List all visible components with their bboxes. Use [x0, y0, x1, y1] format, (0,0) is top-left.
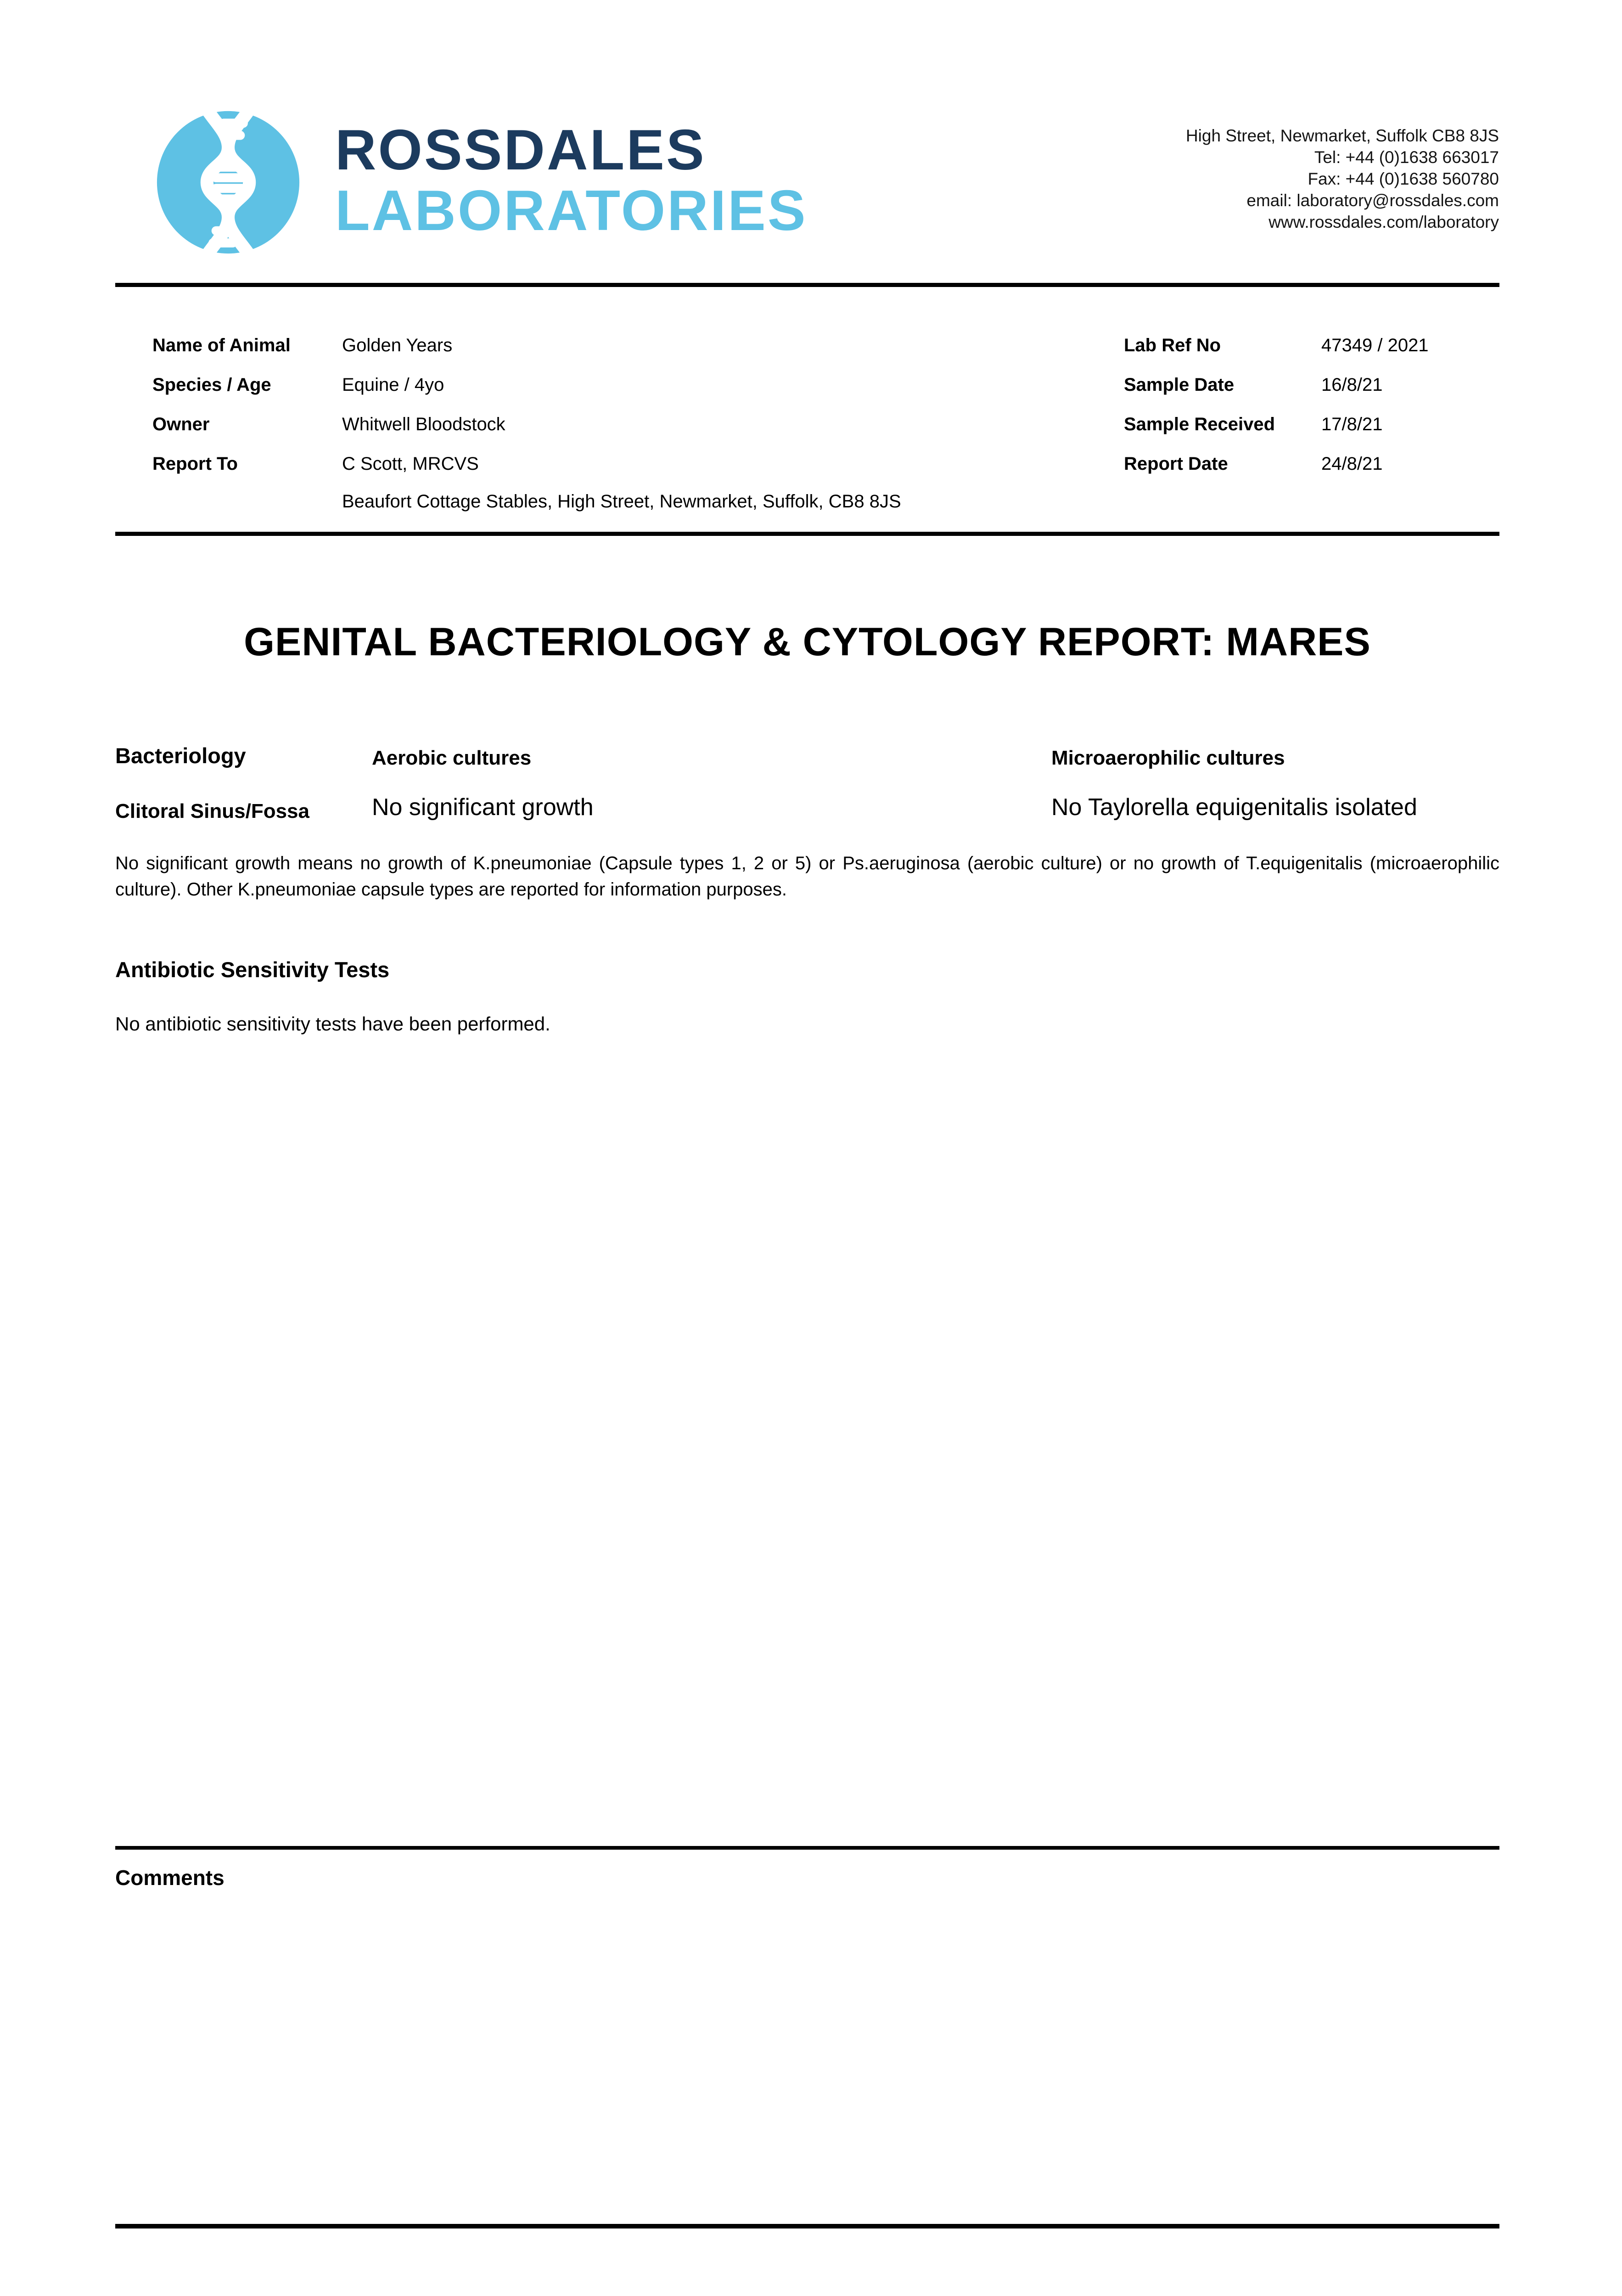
contact-address: High Street, Newmarket, Suffolk CB8 8JS — [1185, 126, 1499, 145]
antibiotic-sensitivity-text: No antibiotic sensitivity tests have been performed. — [115, 1013, 550, 1035]
contact-email: email: laboratory@rossdales.com — [1246, 191, 1499, 210]
value-report-date: 24/8/21 — [1321, 454, 1383, 474]
microaerophilic-result: No Taylorella equigenitalis isolated — [1051, 794, 1417, 821]
label-sample-received: Sample Received — [1124, 414, 1275, 434]
label-owner: Owner — [152, 414, 210, 434]
bacteriology-heading: Bacteriology — [115, 743, 246, 768]
clitoral-sinus-fossa-label: Clitoral Sinus/Fossa — [115, 800, 309, 822]
value-report-to-address: Beaufort Cottage Stables, High Street, Newmarket, Suffolk, CB8 8JS — [342, 491, 901, 512]
no-significant-growth-note: No significant growth means no growth of K.pneumoniae (Capsule types 1, 2 or 5) or Ps.aeruginosa (aerobic culture) or no growth of T.equigenitalis (microaerophilic culture). Other K.pneumoniae capsule types are reported for information purposes. — [115, 853, 1499, 900]
antibiotic-sensitivity-heading: Antibiotic Sensitivity Tests — [115, 957, 390, 982]
value-report-to: C Scott, MRCVS — [342, 454, 479, 474]
label-report-to: Report To — [152, 454, 238, 474]
label-lab-ref-no: Lab Ref No — [1124, 335, 1221, 355]
aerobic-result: No significant growth — [372, 794, 594, 821]
comments-heading: Comments — [115, 1866, 224, 1890]
label-report-date: Report Date — [1124, 454, 1228, 474]
comments-divider — [115, 1846, 1499, 1850]
value-species-age: Equine / 4yo — [342, 375, 444, 395]
label-name-of-animal: Name of Animal — [152, 335, 291, 355]
value-sample-date: 16/8/21 — [1321, 375, 1383, 395]
value-name-of-animal: Golden Years — [342, 335, 453, 355]
header-divider — [115, 283, 1499, 287]
contact-website: www.rossdales.com/laboratory — [1268, 213, 1499, 231]
value-owner: Whitwell Bloodstock — [342, 414, 505, 434]
footer-bar — [115, 2224, 1499, 2228]
contact-fax: Fax: +44 (0)1638 560780 — [1308, 169, 1499, 188]
dna-logo-icon — [152, 107, 304, 258]
microaerophilic-cultures-heading: Microaerophilic cultures — [1051, 747, 1285, 769]
logo-wordmark-rossdales: ROSSDALES — [335, 118, 706, 182]
value-sample-received: 17/8/21 — [1321, 414, 1383, 434]
report-title: GENITAL BACTERIOLOGY & CYTOLOGY REPORT: MARES — [244, 620, 1371, 664]
aerobic-cultures-heading: Aerobic cultures — [372, 747, 532, 769]
contact-block — [1186, 125, 1499, 233]
logo-wordmark-laboratories: LABORATORIES — [335, 179, 808, 242]
label-species-age: Species / Age — [152, 375, 271, 395]
label-sample-date: Sample Date — [1124, 375, 1235, 395]
details-divider — [115, 532, 1499, 536]
value-lab-ref-no: 47349 / 2021 — [1321, 335, 1429, 355]
contact-tel: Tel: +44 (0)1638 663017 — [1314, 148, 1499, 167]
